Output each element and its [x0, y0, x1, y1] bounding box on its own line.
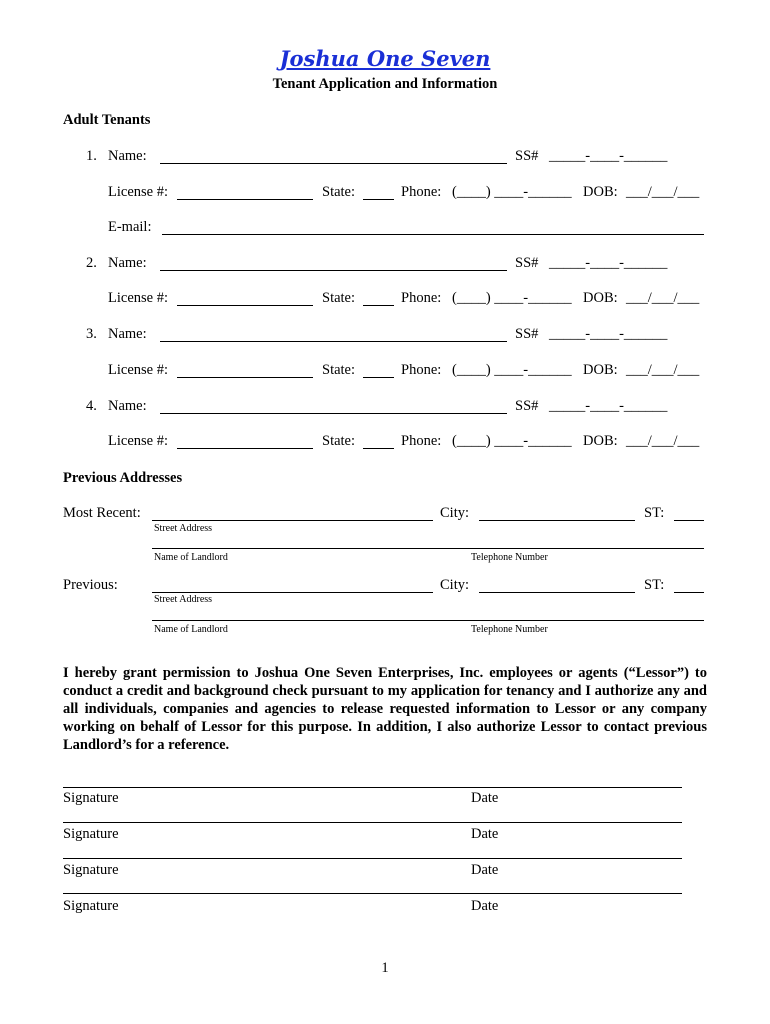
state-field[interactable]: [363, 199, 394, 200]
license-field[interactable]: [177, 377, 313, 378]
tenant-number: 2.: [86, 255, 97, 271]
date-label: Date: [471, 826, 499, 842]
date-label: Date: [471, 898, 499, 914]
city-field[interactable]: [479, 520, 635, 521]
street-address-caption: Street Address: [154, 594, 213, 605]
license-field[interactable]: [177, 199, 313, 200]
tenant-number: 1.: [86, 148, 97, 164]
telephone-caption: Telephone Number: [471, 624, 548, 635]
telephone-caption: Telephone Number: [471, 552, 548, 563]
ss-field[interactable]: _____-____-______: [549, 255, 668, 271]
landlord-phone-field[interactable]: [152, 548, 704, 549]
st-field[interactable]: [674, 520, 704, 521]
dob-field[interactable]: ___/___/___: [626, 362, 700, 378]
city-label: City:: [440, 505, 470, 521]
name-field[interactable]: [160, 341, 507, 342]
name-label: Name:: [108, 326, 147, 342]
signature-line[interactable]: [63, 858, 682, 859]
adult-tenants-heading: Adult Tenants: [63, 112, 151, 128]
city-field[interactable]: [479, 592, 635, 593]
dob-label: DOB:: [583, 362, 618, 378]
name-field[interactable]: [160, 163, 507, 164]
state-field[interactable]: [363, 448, 394, 449]
dob-label: DOB:: [583, 290, 618, 306]
date-label: Date: [471, 790, 499, 806]
signature-line[interactable]: [63, 822, 682, 823]
street-address-field[interactable]: [152, 520, 433, 521]
ss-label: SS#: [515, 148, 539, 164]
landlord-caption: Name of Landlord: [154, 624, 228, 635]
ss-label: SS#: [515, 326, 539, 342]
street-address-caption: Street Address: [154, 523, 213, 534]
tenant-number: 3.: [86, 326, 97, 342]
signature-label: Signature: [63, 790, 119, 806]
signature-line[interactable]: [63, 893, 682, 894]
company-name: Joshua One Seven: [279, 46, 491, 71]
st-label: ST:: [644, 577, 665, 593]
landlord-caption: Name of Landlord: [154, 552, 228, 563]
dob-label: DOB:: [583, 433, 618, 449]
address-label: Most Recent:: [63, 505, 141, 521]
license-label: License #:: [108, 184, 168, 200]
email-label: E-mail:: [108, 219, 152, 235]
dob-label: DOB:: [583, 184, 618, 200]
page-number: 1: [381, 960, 389, 976]
signature-label: Signature: [63, 862, 119, 878]
ss-label: SS#: [515, 255, 539, 271]
phone-label: Phone:: [401, 433, 442, 449]
ss-field[interactable]: _____-____-______: [549, 326, 668, 342]
state-label: State:: [322, 433, 356, 449]
phone-field[interactable]: (____) ____-______: [452, 362, 572, 378]
previous-addresses-heading: Previous Addresses: [63, 470, 183, 486]
phone-field[interactable]: (____) ____-______: [452, 184, 572, 200]
phone-field[interactable]: (____) ____-______: [452, 433, 572, 449]
license-label: License #:: [108, 290, 168, 306]
signature-label: Signature: [63, 826, 119, 842]
phone-label: Phone:: [401, 362, 442, 378]
signature-label: Signature: [63, 898, 119, 914]
dob-field[interactable]: ___/___/___: [626, 184, 700, 200]
state-label: State:: [322, 362, 356, 378]
name-field[interactable]: [160, 270, 507, 271]
ss-label: SS#: [515, 398, 539, 414]
license-label: License #:: [108, 362, 168, 378]
ss-field[interactable]: _____-____-______: [549, 398, 668, 414]
name-field[interactable]: [160, 413, 507, 414]
form-title: Tenant Application and Information: [272, 76, 498, 92]
name-label: Name:: [108, 398, 147, 414]
address-label: Previous:: [63, 577, 118, 593]
tenant-number: 4.: [86, 398, 97, 414]
signature-line[interactable]: [63, 787, 682, 788]
license-label: License #:: [108, 433, 168, 449]
state-field[interactable]: [363, 305, 394, 306]
state-label: State:: [322, 184, 356, 200]
ss-field[interactable]: _____-____-______: [549, 148, 668, 164]
st-label: ST:: [644, 505, 665, 521]
street-address-field[interactable]: [152, 592, 433, 593]
dob-field[interactable]: ___/___/___: [626, 290, 700, 306]
landlord-phone-field[interactable]: [152, 620, 704, 621]
state-field[interactable]: [363, 377, 394, 378]
name-label: Name:: [108, 255, 147, 271]
phone-field[interactable]: (____) ____-______: [452, 290, 572, 306]
license-field[interactable]: [177, 305, 313, 306]
dob-field[interactable]: ___/___/___: [626, 433, 700, 449]
state-label: State:: [322, 290, 356, 306]
email-field[interactable]: [162, 234, 704, 235]
name-label: Name:: [108, 148, 147, 164]
license-field[interactable]: [177, 448, 313, 449]
phone-label: Phone:: [401, 290, 442, 306]
phone-label: Phone:: [401, 184, 442, 200]
authorization-text: I hereby grant permission to Joshua One Seven Enterprises, Inc. employees or agents (“Lessor”) to conduct a credit and background check pursuant to my application for tenancy and I authorize any and all individuals, companies and agencies to release requested information to Lessor or any company working on behalf of Lessor for this purpose. In addition, I also authorize Lessor to contact previous Landlord’s for a reference.: [63, 665, 707, 753]
st-field[interactable]: [674, 592, 704, 593]
date-label: Date: [471, 862, 499, 878]
city-label: City:: [440, 577, 470, 593]
